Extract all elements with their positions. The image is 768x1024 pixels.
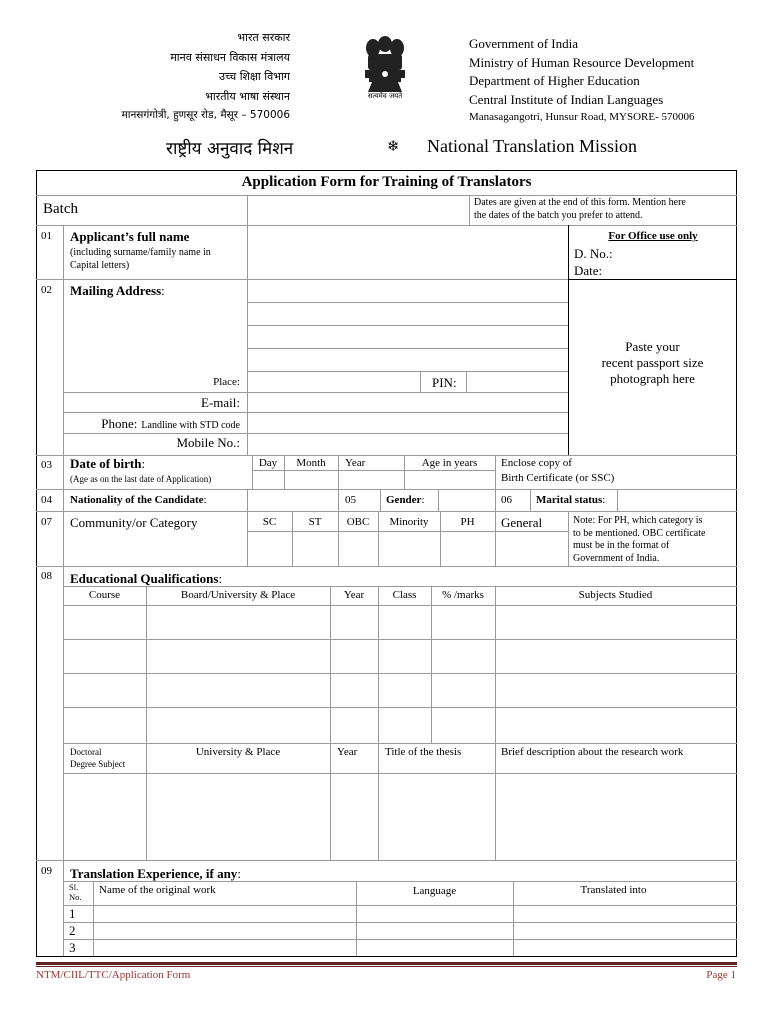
translation-row-1[interactable]: [94, 906, 736, 922]
edu-header-marks: % /marks: [442, 589, 484, 601]
category-st: ST: [308, 516, 322, 528]
dob-label: Date of birth:: [70, 456, 146, 471]
snowflake-icon: ❄: [387, 137, 400, 155]
dob-month-header: Month: [296, 457, 326, 469]
doctoral-row[interactable]: [64, 774, 736, 860]
dob-hint: (Age as on the last date of Application): [70, 474, 212, 484]
nationality-label: Nationality of the Candidate:: [70, 494, 207, 506]
mission-english: National Translation Mission: [427, 136, 638, 156]
edu-row-2[interactable]: [64, 640, 736, 673]
english-line: Ministry of Human Resource Development: [469, 54, 695, 70]
hindi-line: उच्च शिक्षा विभाग: [219, 70, 290, 83]
place-input[interactable]: [248, 372, 420, 392]
doctoral-university-header: University & Place: [195, 746, 281, 758]
english-header-block: [469, 35, 759, 125]
nationality-input[interactable]: [248, 490, 338, 511]
email-label: E-mail:: [201, 395, 240, 410]
full-name-input[interactable]: [248, 226, 568, 279]
edu-header-subjects: Subjects Studied: [578, 589, 653, 601]
translation-row-number: 1: [69, 906, 76, 921]
pin-label: PIN:: [432, 375, 457, 390]
translation-row-number: 3: [69, 940, 76, 955]
age-input[interactable]: [405, 471, 495, 489]
full-name-label: Applicant’s full name: [70, 229, 190, 244]
batch-label: Batch: [43, 201, 78, 217]
hindi-header-block: [90, 28, 290, 126]
edu-header-year: Year: [343, 589, 365, 601]
mobile-input[interactable]: [248, 434, 568, 455]
gender-label: Gender:: [386, 494, 425, 506]
translation-row-3[interactable]: [94, 940, 736, 956]
photo-text-block: Paste your recent passport size photograph here: [601, 339, 704, 386]
email-input[interactable]: [248, 393, 568, 412]
section-number: 09: [41, 865, 52, 877]
translation-row-number: 2: [69, 923, 76, 938]
phone-label: Phone: Landline with STD code: [101, 416, 240, 431]
edu-row-3[interactable]: [64, 674, 736, 707]
office-dno: D. No.:: [574, 246, 613, 261]
category-sc-input[interactable]: [248, 532, 292, 566]
category-general-input[interactable]: [496, 532, 568, 566]
category-general: General: [501, 515, 543, 530]
gender-input[interactable]: [439, 490, 495, 511]
original-work-header: Name of the original work: [99, 884, 216, 896]
mailing-address-label: Mailing Address:: [70, 283, 165, 298]
mailing-address-input[interactable]: [248, 280, 568, 371]
english-line: Government of India: [469, 36, 579, 51]
dob-year-header: Year: [345, 457, 366, 469]
edu-row-4[interactable]: [64, 708, 736, 743]
pin-input[interactable]: [467, 372, 568, 392]
marital-status-input[interactable]: [618, 490, 736, 511]
section-number: 06: [501, 494, 512, 506]
hindi-line: मानव संसाधन विकास मंत्रालय: [170, 50, 290, 64]
batch-input[interactable]: [248, 196, 469, 225]
hindi-line: भारत सरकार: [237, 31, 290, 44]
dob-year-input[interactable]: [339, 471, 404, 489]
section-number: 02: [41, 284, 52, 296]
address-line: Manasagangotri, Hunsur Road, MYSORE- 570006: [469, 111, 695, 123]
education-label: Educational Qualifications:: [70, 571, 223, 586]
form-title: Application Form for Training of Translators: [241, 174, 532, 190]
category-label: Community/or Category: [70, 515, 198, 530]
category-obc: OBC: [346, 516, 370, 528]
sl-no-header: Sl. No.: [69, 882, 82, 902]
age-header: Age in years: [421, 457, 478, 469]
category-minority-input[interactable]: [379, 532, 440, 566]
national-emblem: [358, 32, 412, 106]
english-line: Department of Higher Education: [469, 73, 640, 88]
category-minority: Minority: [389, 516, 429, 528]
section-number: 04: [41, 494, 52, 506]
footer-page-number: Page 1: [706, 969, 736, 981]
marital-status-label: Marital status:: [536, 494, 606, 506]
footer-form-code: NTM/CIIL/TTC/Application Form: [36, 969, 191, 981]
full-name-hint: (including surname/family name in Capital letters): [70, 247, 211, 271]
doctoral-header: Doctoral Degree Subject: [70, 747, 126, 769]
footer-rule-thin: [36, 966, 737, 967]
enclose-note: Enclose copy of Birth Certificate (or SSC): [501, 457, 615, 484]
thesis-header: Title of the thesis: [385, 746, 462, 758]
hindi-line: मानसगंगोत्री, हुणसूर रोड, मैसूर – 570006: [121, 109, 290, 121]
edu-header-course: Course: [88, 589, 121, 601]
dob-day-input[interactable]: [253, 471, 284, 489]
section-number: 03: [41, 459, 52, 471]
category-ph: PH: [460, 516, 475, 528]
section-number: 07: [41, 516, 52, 528]
place-label: Place:: [213, 376, 240, 388]
category-obc-input[interactable]: [339, 532, 378, 566]
category-sc: SC: [262, 516, 277, 528]
translation-row-2[interactable]: [94, 923, 736, 939]
section-number: 08: [41, 570, 52, 582]
research-brief-header: Brief description about the research work: [501, 746, 684, 758]
category-st-input[interactable]: [293, 532, 338, 566]
section-number: 05: [345, 494, 356, 506]
section-number: 01: [41, 230, 52, 242]
hindi-line: भारतीय भाषा संस्थान: [205, 89, 290, 103]
doctoral-year-header: Year: [337, 746, 358, 758]
mission-hindi: राष्ट्रीय अनुवाद मिशन: [166, 139, 294, 159]
mobile-label: Mobile No.:: [176, 435, 240, 450]
edu-header-board: Board/University & Place: [180, 589, 296, 601]
footer-rule: [36, 962, 737, 965]
category-note: Note: For PH, which category is to be mentioned. OBC certificate must be in the format of Government of India.: [573, 515, 706, 564]
emblem-caption: सत्यमेव जयते: [367, 92, 403, 100]
language-header: Language: [412, 885, 457, 897]
office-date: Date:: [574, 263, 603, 278]
lion-capital-icon: [358, 32, 412, 94]
dob-day-header: Day: [258, 457, 278, 469]
phone-input[interactable]: [248, 413, 568, 433]
category-ph-input[interactable]: [441, 532, 495, 566]
english-line: Central Institute of Indian Languages: [469, 91, 664, 107]
translation-experience-label: Translation Experience, if any:: [70, 866, 241, 881]
edu-row-1[interactable]: [64, 606, 736, 639]
translated-into-header: Translated into: [580, 884, 647, 896]
dob-month-input[interactable]: [285, 471, 338, 489]
batch-note: Dates are given at the end of this form. Mention here the dates of the batch you prefer to attend.: [474, 197, 686, 221]
edu-header-class: Class: [392, 589, 417, 601]
office-use-title: For Office use only: [608, 230, 698, 242]
